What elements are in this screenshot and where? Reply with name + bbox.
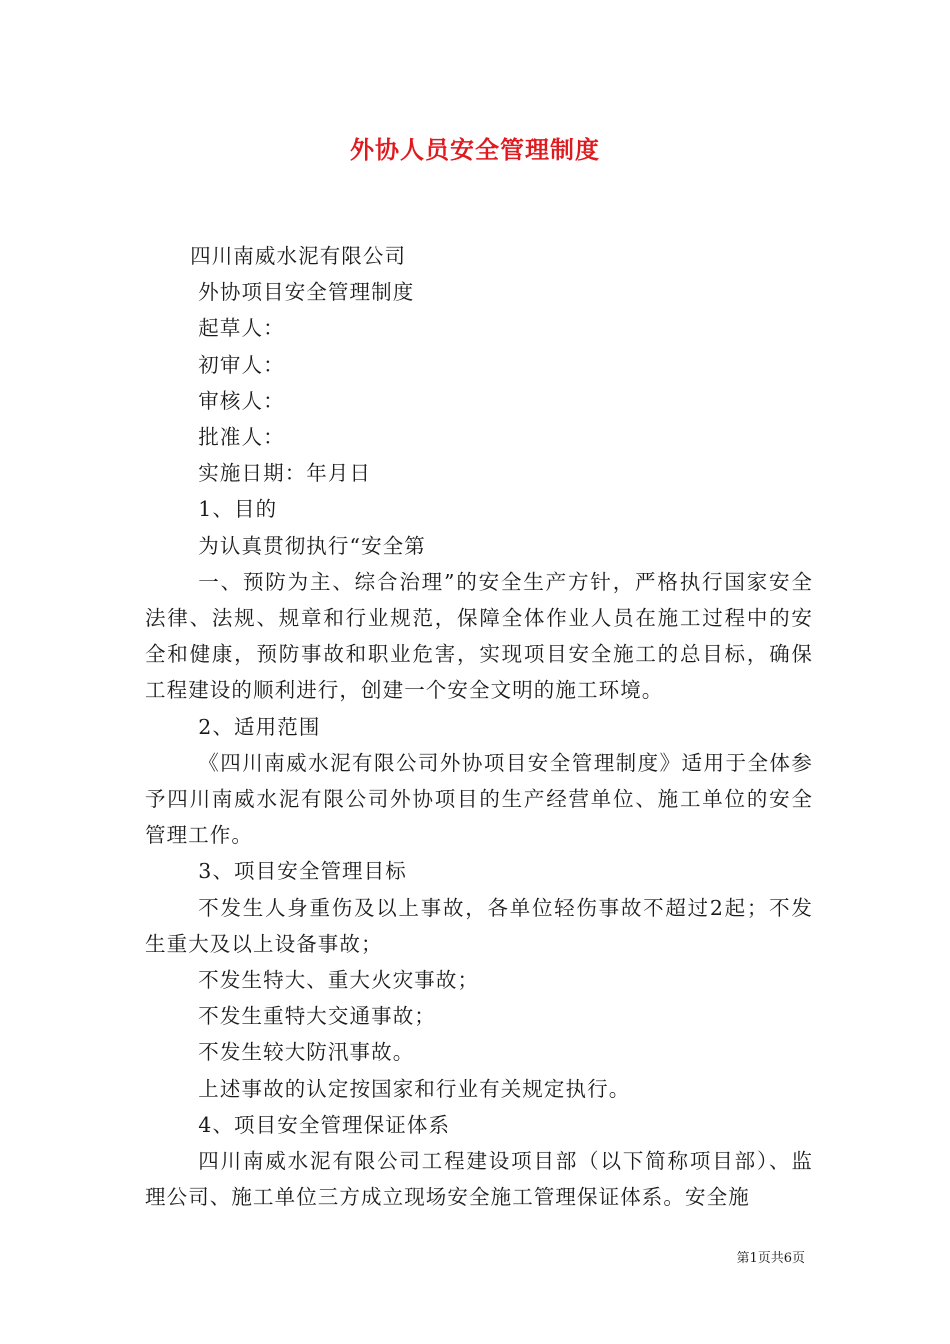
section-heading: 4、项目安全管理保证体系 [198, 1112, 451, 1137]
reviewer-line: 审核人： [198, 388, 285, 413]
paragraph: 不发生特大、重大火灾事故； [198, 968, 480, 993]
section-heading: 3、项目安全管理目标 [198, 859, 407, 884]
section-heading: 1、目的 [198, 497, 278, 522]
document-body [145, 238, 813, 1215]
paragraph: 《四川南威水泥有限公司外协项目安全管理制度》适用于全体参予四川南威水泥有限公司外协项目的生产经营单位、施工单位的安全管理工作。 [145, 750, 813, 848]
paragraph: 为认真贯彻执行“安全第 [198, 533, 426, 558]
company-name: 四川南威水泥有限公司 [190, 244, 407, 268]
effective-date-line: 实施日期：年月日 [198, 461, 372, 486]
paragraph: 上述事故的认定按国家和行业有关规定执行。 [198, 1076, 631, 1101]
paragraph: 不发生较大防汛事故。 [198, 1040, 415, 1065]
drafter-line: 起草人： [198, 316, 285, 341]
doc-subtitle: 外协项目安全管理制度 [198, 280, 415, 305]
section-heading: 2、适用范围 [198, 714, 321, 739]
approver-line: 批准人： [198, 425, 285, 450]
paragraph: 四川南威水泥有限公司工程建设项目部（以下简称项目部）、监理公司、施工单位三方成立现场安全施工管理保证体系。安全施 [145, 1149, 813, 1210]
document-title: 外协人员安全管理制度 [350, 135, 600, 164]
page-number: 第1页共6页 [736, 1251, 805, 1266]
paragraph: 不发生重特大交通事故； [198, 1004, 436, 1029]
paragraph: 一、预防为主、综合治理”的安全生产方针，严格执行国家安全法律、法规、规章和行业规范，保障全体作业人员在施工过程中的安全和健康，预防事故和职业危害，实现项目安全施工的总目标，确保工程建设的顺利进行，创建一个安全文明的施工环境。 [145, 569, 813, 703]
first-reviewer-line: 初审人： [198, 352, 285, 377]
paragraph: 不发生人身重伤及以上事故，各单位轻伤事故不超过2起；不发生重大及以上设备事故； [145, 895, 813, 956]
